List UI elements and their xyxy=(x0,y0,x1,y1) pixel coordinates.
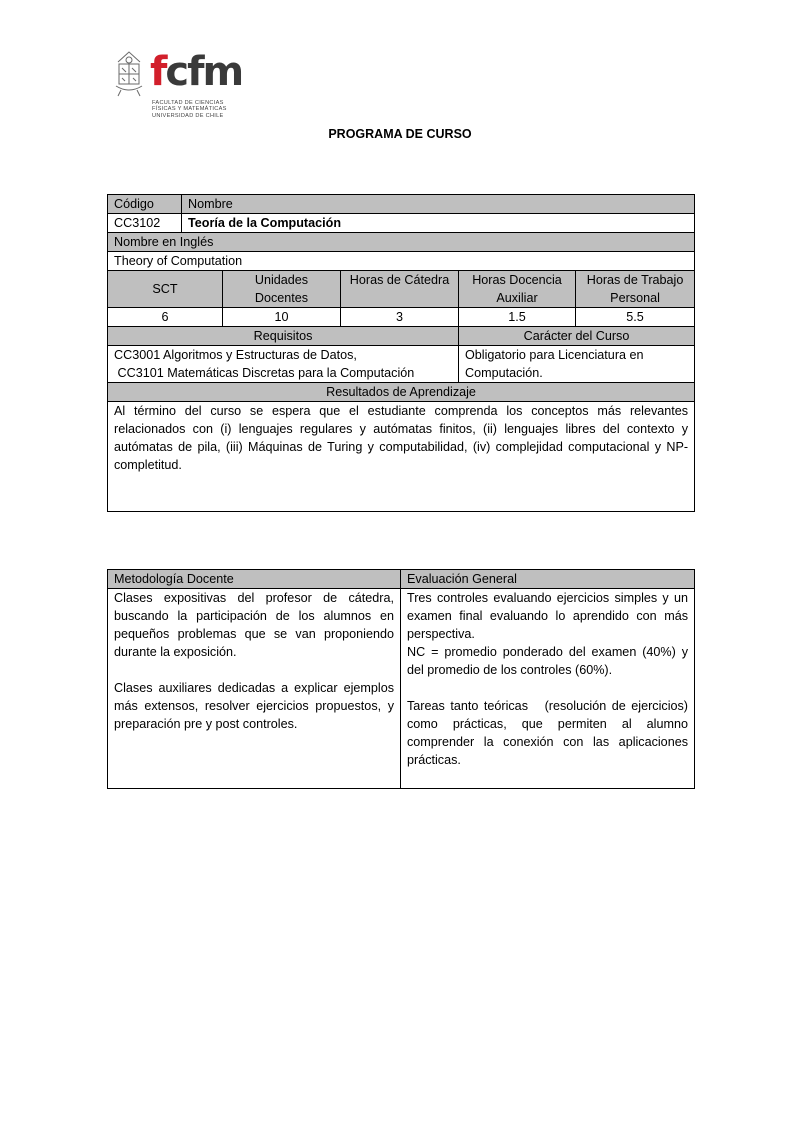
english-name: Theory of Computation xyxy=(108,252,695,271)
course-info-table xyxy=(107,194,695,512)
fcfm-logo xyxy=(112,46,242,130)
evaluation-paragraph: NC = promedio ponderado del examen (40%) y del promedio de los controles (60%). xyxy=(407,645,688,677)
course-code: CC3102 xyxy=(108,214,182,233)
requisite-item: CC3001 Algoritmos y Estructuras de Datos, xyxy=(114,348,357,362)
units-value: 10 xyxy=(223,308,341,327)
university-seal-icon xyxy=(112,48,146,98)
course-character: Obligatorio para Licenciatura en Computación. xyxy=(459,346,695,383)
methodology-paragraph: Clases auxiliares dedicadas a explicar ejemplos más extensos, resolver ejercicios propuestos, y preparación pre y post controles. xyxy=(114,681,394,731)
faculty-name: FACULTAD DE CIENCIAS FÍSICAS Y MATEMÁTICAS UNIVERSIDAD DE CHILE xyxy=(152,100,227,119)
units-header: Unidades Docentes xyxy=(223,271,341,308)
fcfm-wordmark: fcfm xyxy=(150,49,243,95)
learning-outcomes: Al término del curso se espera que el estudiante comprenda los conceptos más relevantes relacionados con (i) lenguajes regulares y autómatas finitos, (ii) lenguajes libres del contexto y autómatas de pila, (iii) Máquinas de Turing y computabilidad, (iv) complejidad computacional y NP-completitud. xyxy=(108,402,695,512)
sct-header: SCT xyxy=(108,271,223,308)
sct-value: 6 xyxy=(108,308,223,327)
requisites xyxy=(108,346,459,383)
methodology-label: Metodología Docente xyxy=(108,570,401,589)
methodology-table xyxy=(107,569,695,789)
personal-hours-value: 5.5 xyxy=(576,308,695,327)
lecture-hours-header: Horas de Cátedra xyxy=(341,271,459,308)
page-title: PROGRAMA DE CURSO xyxy=(328,127,472,141)
evaluation-paragraph: Tareas tanto teóricas (resolución de ejercicios) como prácticas, que permiten al alumno comprender la conexión con las aplicaciones prácticas. xyxy=(407,699,692,767)
course-name: Teoría de la Computación xyxy=(182,214,695,233)
name-label: Nombre xyxy=(182,195,695,214)
evaluation-paragraph: Tres controles evaluando ejercicios simples y un examen final evaluando lo aprendido con más perspectiva. xyxy=(407,591,688,641)
aux-hours-header: Horas Docencia Auxiliar xyxy=(459,271,576,308)
english-name-label: Nombre en Inglés xyxy=(108,233,695,252)
code-label: Código xyxy=(108,195,182,214)
personal-hours-header: Horas de Trabajo Personal xyxy=(576,271,695,308)
requisites-label: Requisitos xyxy=(108,327,459,346)
methodology-paragraph: Clases expositivas del profesor de cátedra, buscando la participación de los alumnos en pequeños problemas que se van proponiendo durante la exposición. xyxy=(114,591,394,659)
methodology-text xyxy=(108,589,401,789)
lecture-hours-value: 3 xyxy=(341,308,459,327)
evaluation-label: Evaluación General xyxy=(401,570,695,589)
requisite-item: CC3101 Matemáticas Discretas para la Computación xyxy=(114,366,415,380)
evaluation-text xyxy=(401,589,695,789)
learning-outcomes-label: Resultados de Aprendizaje xyxy=(108,383,695,402)
character-label: Carácter del Curso xyxy=(459,327,695,346)
aux-hours-value: 1.5 xyxy=(459,308,576,327)
